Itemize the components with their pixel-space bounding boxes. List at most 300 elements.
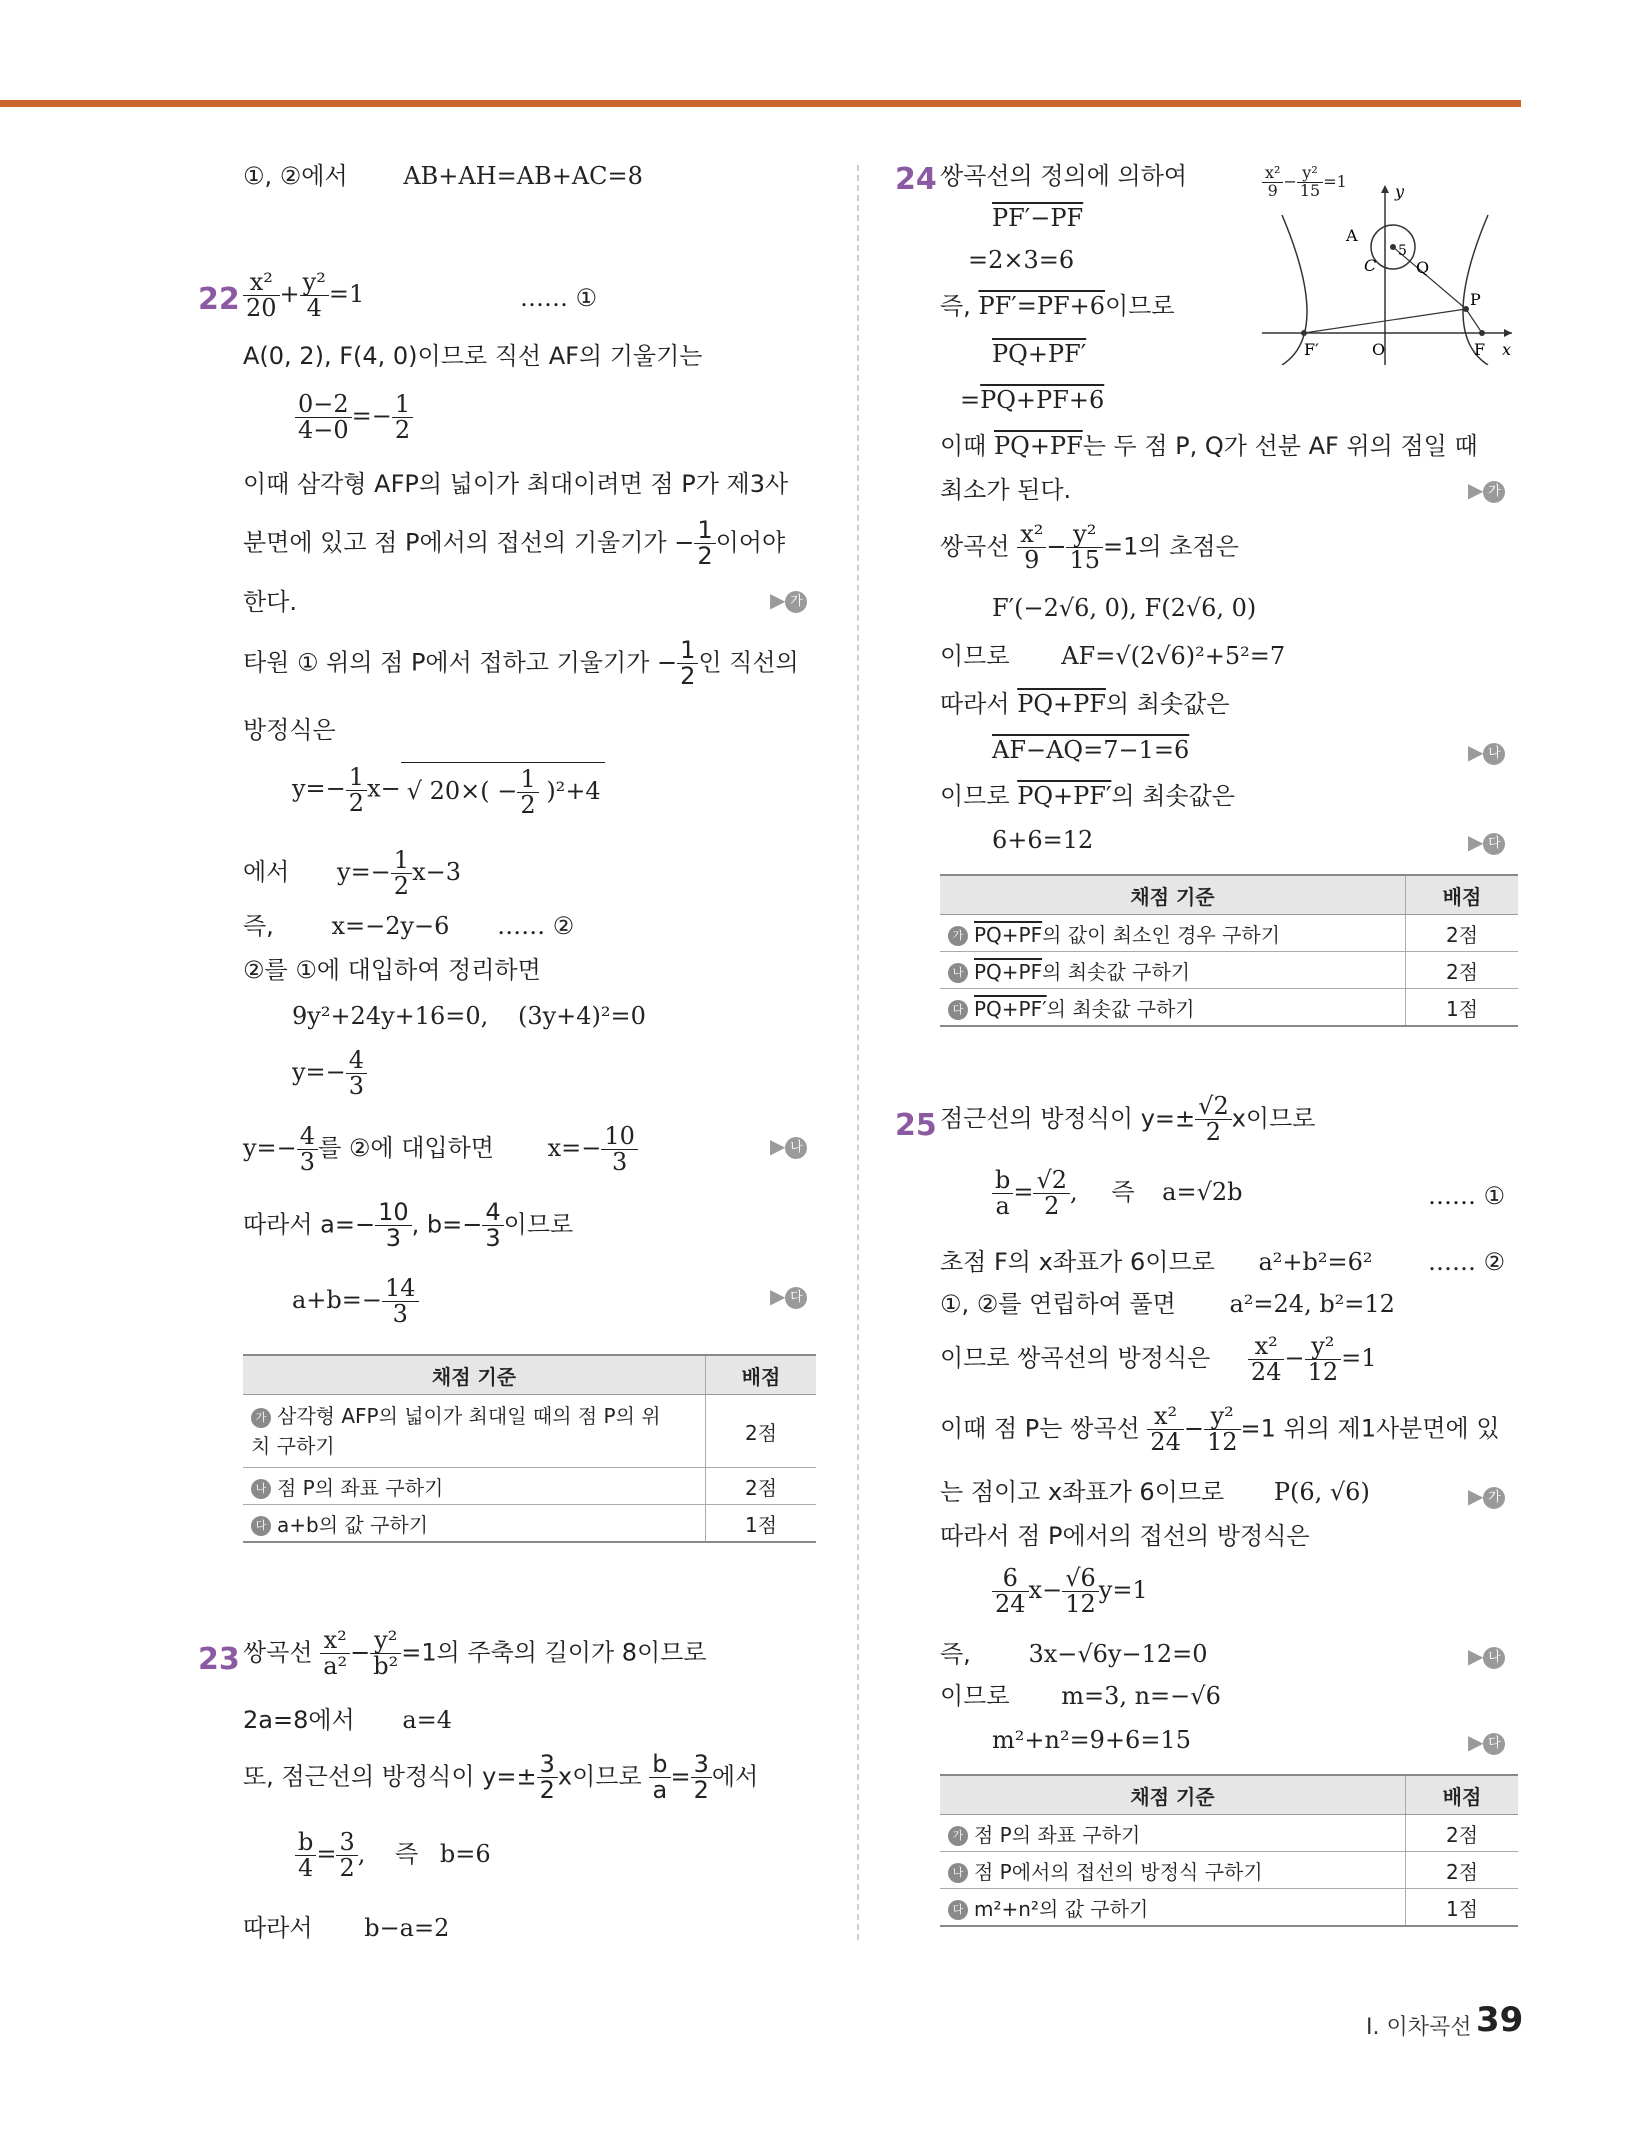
p22-line-15 [243, 1124, 638, 1175]
frac-den: 2 [394, 416, 411, 445]
text: y=− [292, 1058, 346, 1087]
text: a=√2b [1162, 1178, 1243, 1207]
text: y=− [337, 858, 391, 887]
mark-circle: 다 [948, 1000, 968, 1020]
marker-circle: 나 [1483, 743, 1505, 765]
label-p: P [1470, 290, 1481, 309]
label-q: Q [1416, 258, 1430, 277]
frac [1305, 1334, 1342, 1385]
text: 쌍곡선 [940, 532, 1010, 561]
marker-circle: 다 [785, 1287, 807, 1309]
marker-circle: 다 [1483, 1733, 1505, 1755]
frac-num: 0−2 [295, 392, 352, 418]
p25-line-4 [940, 1290, 1395, 1319]
step-marker-da: ▶ 다 [1468, 1730, 1505, 1755]
text: 즉, [940, 1640, 971, 1668]
label-f: F [1474, 340, 1486, 359]
frac-den: 2 [697, 542, 713, 571]
y-label: y [1395, 182, 1405, 201]
p22-line-14 [292, 1048, 367, 1099]
p24-line-9: 쌍곡선 $\frac{\text{x²}}{9}$ − $\frac{\text{y²}}{15}$ =1의 초점은 [940, 520, 1239, 575]
frac-num: 3 [691, 1752, 712, 1778]
text: 즉 [395, 1840, 419, 1869]
text: 삼각형 AFP의 넓이가 최대일 때의 점 P의 위 [277, 1404, 661, 1428]
frac-num: √2 [1195, 1094, 1232, 1120]
label-o: O [1372, 340, 1386, 359]
frac-den: 2 [393, 872, 410, 901]
text: 점 P의 좌표 구하기 [974, 1822, 1141, 1847]
frac-den: 2 [680, 662, 696, 691]
text: 따라서 [940, 690, 1018, 718]
table-row [940, 1889, 1518, 1927]
frac [649, 1752, 670, 1803]
criteria-cell [940, 989, 1406, 1027]
x-label: x [1502, 340, 1512, 359]
intro-line [243, 162, 643, 191]
intro-label: ①, ②에서 [243, 162, 348, 190]
text: 의 값이 최소인 경우 구하기 [1042, 922, 1281, 947]
label-c: C [1364, 256, 1377, 275]
frac-den: 3 [611, 1148, 628, 1177]
frac-num: y² [300, 270, 329, 296]
text: PQ+PF [974, 922, 1043, 947]
frac-num: √2 [1033, 1168, 1070, 1194]
label-f-prime: F′ [1304, 340, 1319, 359]
frac [601, 1124, 638, 1175]
frac-num: 10 [375, 1200, 412, 1226]
criteria-cell [243, 1395, 706, 1468]
text: AF=√(2√6)²+5²=7 [1061, 642, 1286, 670]
text: 의 최솟값 구하기 [1042, 959, 1191, 984]
frac-den: 15 [1069, 546, 1101, 575]
step-marker-ga: ▶ 가 [1468, 478, 1505, 503]
text: 또, 점근선의 방정식이 y=± [243, 1762, 537, 1791]
p24-line-13: AF−AQ=7−1=6 [992, 736, 1190, 764]
text: 치 구하기 [251, 1434, 335, 1458]
points-cell: 2점 [1406, 1815, 1519, 1852]
p25-tag-1: …… ① [1428, 1182, 1506, 1210]
frac [517, 767, 538, 818]
frac [1195, 1094, 1232, 1145]
frac [537, 1752, 558, 1803]
p22-scoring-table [243, 1354, 816, 1543]
text: 는 점이고 x좌표가 6이므로 [940, 1478, 1225, 1506]
section-title: I. 이차곡선 [1366, 2015, 1472, 2040]
frac [370, 1628, 401, 1679]
segment-pf [1466, 309, 1482, 333]
text: PQ+PF′ [974, 996, 1047, 1021]
text: 를 ②에 대입하면 [318, 1134, 494, 1163]
mark-circle: 가 [948, 1826, 968, 1846]
frac [992, 1168, 1013, 1219]
frac-num: x² [243, 270, 280, 296]
frac [346, 1048, 367, 1099]
frac-num: 1 [346, 765, 367, 791]
p24-line-6 [960, 386, 1104, 415]
text: 이므로 쌍곡선의 방정식은 [940, 1344, 1211, 1373]
frac-den: 24 [995, 1590, 1026, 1619]
text: a+b=− [292, 1286, 382, 1315]
frac-den: 3 [348, 1072, 365, 1101]
frac-den: 9 [1267, 180, 1278, 200]
points-cell: 2점 [1406, 952, 1519, 989]
text: x=−2y−6 [331, 912, 450, 940]
frac-den: 24 [1250, 1358, 1282, 1387]
p22-line-8: 방정식은 [243, 716, 336, 744]
step-marker-ga: ▶ 가 [1468, 1484, 1505, 1509]
marker-circle: 나 [785, 1137, 807, 1159]
text: m=3, n=−√6 [1061, 1682, 1221, 1710]
text: =1 [1341, 1344, 1377, 1373]
criteria-cell [940, 1815, 1406, 1852]
frac [1262, 165, 1283, 200]
top-accent-bar [0, 100, 1521, 107]
marker-circle: 가 [1483, 1487, 1505, 1509]
text: 에서 [711, 1762, 759, 1791]
criteria-cell [940, 1889, 1406, 1927]
frac-den: 2 [1044, 1192, 1060, 1221]
frac-den: 12 [1307, 1358, 1339, 1387]
text: y=− [243, 1134, 297, 1163]
p24-line-7 [940, 432, 1478, 461]
frac-den: 24 [1150, 1428, 1181, 1457]
frac [295, 392, 352, 443]
text: PF′=PF+6 [978, 292, 1105, 320]
frac-num: x² [1248, 1334, 1285, 1360]
p25-line-9 [992, 1566, 1148, 1617]
frac [1248, 1334, 1285, 1385]
step-marker-ga: ▶ 가 [770, 588, 807, 613]
text: P(6, √6) [1273, 1478, 1370, 1506]
text: y=− [292, 774, 346, 803]
p24-line-4 [940, 292, 1175, 321]
text: x−3 [412, 858, 461, 887]
p25-line-8: 따라서 점 P에서의 접선의 방정식은 [940, 1522, 1310, 1550]
text: 의 최솟값은 [1111, 782, 1235, 810]
text: a²=24, b²=12 [1229, 1290, 1395, 1318]
frac-num: 4 [297, 1124, 318, 1150]
p24-line-15: 6+6=12 [992, 826, 1094, 854]
mark-circle: 나 [948, 963, 968, 983]
step-marker-na: ▶ 나 [1468, 740, 1505, 765]
table-row [243, 1505, 816, 1543]
text: …… ② [497, 912, 575, 940]
step-marker-na: ▶ 나 [1468, 1644, 1505, 1669]
p22-tag-1: …… ① [520, 284, 598, 312]
col-points: 배점 [1406, 1775, 1519, 1815]
frac-num: y² [1297, 165, 1323, 183]
p22-line-1: $\frac{\text{x²}}{20}$ + $\frac{\text{y²}}{4}$ =1 [243, 270, 364, 321]
text: 이때 점 P는 쌍곡선 [940, 1414, 1140, 1443]
text: 2a=8에서 [243, 1706, 355, 1734]
marker-circle: 가 [1483, 481, 1505, 503]
frac [482, 1200, 503, 1251]
text: ①, ②를 연립하여 풀면 [940, 1290, 1176, 1318]
step-marker-na: ▶ 나 [770, 1134, 807, 1159]
problem-23-number: 23 [198, 1642, 240, 1677]
text: 의 최솟값은 [1105, 690, 1230, 718]
text: +4 [565, 777, 601, 806]
text: PQ+PF′ [1017, 782, 1112, 810]
points-cell: 1점 [1406, 989, 1519, 1027]
column-divider [857, 165, 859, 1940]
p25-line-3 [940, 1248, 1373, 1277]
frac-den: 20 [246, 294, 277, 323]
table-header [243, 1355, 816, 1395]
frac [992, 1566, 1029, 1617]
p24-scoring-table [940, 874, 1518, 1027]
points-cell: 1점 [1406, 1889, 1519, 1927]
frac-num: 10 [601, 1124, 638, 1150]
frac-num: x² [1147, 1404, 1184, 1430]
table-row [940, 989, 1518, 1027]
frac-den: 2 [1205, 1118, 1222, 1147]
mark-circle: 다 [251, 1516, 271, 1536]
figure-equation [1262, 165, 1412, 215]
p24-line-8: 최소가 된다. [940, 476, 1072, 504]
marker-circle: 나 [1483, 1647, 1505, 1669]
text: 20× [429, 777, 481, 806]
frac-num: 14 [382, 1276, 419, 1302]
points-cell: 1점 [706, 1505, 817, 1543]
frac [1297, 165, 1323, 200]
text: 는 두 점 P, Q가 선분 AF 위의 점일 때 [1082, 432, 1478, 460]
frac [1017, 522, 1046, 573]
p25-line-12: m²+n²=9+6=15 [992, 1726, 1191, 1754]
frac-den: a [995, 1192, 1010, 1221]
text: 이어야 [715, 528, 786, 557]
frac [300, 270, 329, 321]
x-axis-arrow-icon [1504, 329, 1512, 337]
text: = [960, 386, 981, 414]
p23-line-2 [243, 1706, 452, 1735]
table-header [940, 875, 1518, 915]
text: =1의 초점은 [1103, 532, 1239, 561]
marker-circle: 다 [1483, 833, 1505, 855]
text: 이므로 [940, 782, 1018, 810]
frac-den: 4 [298, 1854, 314, 1883]
text: a+b의 값 구하기 [277, 1512, 429, 1537]
table-row [940, 1852, 1518, 1889]
text: 인 직선의 [698, 648, 799, 677]
table-row [940, 952, 1518, 989]
table-row [940, 915, 1518, 952]
table-header [940, 1775, 1518, 1815]
text: (3y+4)²=0 [517, 1002, 646, 1030]
p22-line-9 [292, 762, 605, 818]
p25-line-10 [940, 1640, 1208, 1669]
frac-num: √6 [1062, 1566, 1099, 1592]
points-cell: 2점 [1406, 915, 1519, 952]
p24-line-12 [940, 690, 1229, 719]
frac-num: 4 [346, 1048, 367, 1074]
criteria-cell [940, 915, 1406, 952]
text: m²+n²의 값 구하기 [974, 1896, 1149, 1921]
frac-num: b [295, 1830, 316, 1856]
frac-den: 4 [306, 294, 322, 323]
point-f-prime [1301, 330, 1307, 336]
step-marker-da: ▶ 다 [1468, 830, 1505, 855]
p24-line-5: PQ+PF′ [992, 340, 1087, 368]
p22-line-17 [292, 1276, 419, 1327]
text: 즉 [1111, 1178, 1135, 1207]
text: 점 P의 좌표 구하기 [277, 1475, 444, 1500]
text: 3x−√6y−12=0 [1028, 1640, 1208, 1668]
text: 의 최솟값 구하기 [1046, 996, 1195, 1021]
frac-num: 1 [517, 767, 538, 793]
text: 9y²+24y+16=0, [292, 1002, 489, 1030]
eq-tail: =1 [328, 280, 365, 309]
frac-num: 1 [677, 638, 698, 664]
p22-line-5 [243, 518, 785, 569]
p22-line-7 [243, 638, 799, 689]
frac [375, 1200, 412, 1251]
p24-line-14 [940, 782, 1235, 811]
text: y=1 [1098, 1576, 1148, 1605]
frac-num: b [649, 1752, 670, 1778]
frac-den: 3 [392, 1300, 408, 1329]
points-cell: 2점 [1406, 1852, 1519, 1889]
frac-den: a² [323, 1652, 348, 1681]
text: PQ+PF [974, 959, 1043, 984]
frac [320, 1628, 350, 1679]
frac-num: 3 [537, 1752, 558, 1778]
text: x− [367, 774, 401, 803]
text: x이므로 [557, 1762, 642, 1791]
frac-num: 6 [992, 1566, 1029, 1592]
p24-line-3: =2×3=6 [968, 246, 1075, 274]
frac [346, 762, 367, 817]
text: 따라서 a=− [243, 1210, 376, 1239]
label-5: 5 [1398, 243, 1407, 259]
mark-circle: 다 [948, 1900, 968, 1920]
point-f [1479, 330, 1485, 336]
text: b=6 [439, 1840, 491, 1869]
p22-line-16 [243, 1200, 573, 1251]
frac-den: 9 [1024, 546, 1040, 575]
frac-den: 2 [348, 788, 365, 817]
point-p [1463, 306, 1469, 312]
p25-tag-2: …… ② [1428, 1248, 1506, 1276]
text: x이므로 [1231, 1104, 1316, 1133]
criteria-cell [243, 1468, 706, 1505]
frac-num: 1 [392, 392, 413, 418]
text: 에서 [243, 858, 290, 887]
table-row [243, 1468, 816, 1505]
p23-line-5 [243, 1914, 449, 1943]
frac-den: 2 [539, 1776, 555, 1805]
frac [1147, 1404, 1184, 1455]
p22-line-11 [243, 912, 574, 941]
text: 따라서 [243, 1914, 313, 1942]
frac [1062, 1566, 1099, 1617]
criteria-cell [243, 1505, 706, 1543]
col-criteria: 채점 기준 [940, 875, 1406, 915]
frac [694, 518, 715, 569]
frac [382, 1276, 419, 1327]
criteria-cell [940, 1852, 1406, 1889]
text: 초점 F의 x좌표가 6이므로 [940, 1248, 1215, 1276]
p22-line-10 [243, 848, 461, 899]
frac [392, 392, 413, 443]
p24-line-2: PF′−PF [992, 204, 1084, 232]
p22-line-2: A(0, 2), F(4, 0)이므로 직선 AF의 기울기는 [243, 342, 703, 370]
p25-line-2: $\frac{b}{a}$ = $\frac{√2}{2}$ , 즉 a=√2b [992, 1168, 1243, 1219]
figure-equation-text: $\frac{\text{x²}}{9}$ − $\frac{\text{y²}}{15}$ =1 [1262, 165, 1412, 200]
frac [691, 1752, 712, 1803]
p22-line-4: 이때 삼각형 AFP의 넓이가 최대이려면 점 P가 제3사 [243, 470, 789, 498]
frac-den: 2 [520, 791, 536, 820]
points-cell: 2점 [706, 1395, 817, 1468]
text: 이므로 [503, 1210, 574, 1239]
text: 점 P에서의 접선의 방정식 구하기 [974, 1859, 1263, 1884]
frac [391, 848, 412, 899]
col-points: 배점 [706, 1355, 817, 1395]
text: , b=− [411, 1210, 483, 1239]
mark-circle: 가 [251, 1408, 271, 1428]
p25-line-7 [940, 1478, 1370, 1507]
problem-25-number: 25 [895, 1108, 937, 1143]
frac-den: 3 [299, 1148, 316, 1177]
text: =1의 주축의 길이가 8이므로 [401, 1638, 707, 1667]
col-criteria: 채점 기준 [243, 1355, 706, 1395]
p24-line-10: F′(−2√6, 0), F(2√6, 0) [992, 594, 1257, 622]
p24-line-11 [940, 642, 1285, 671]
frac [1033, 1168, 1070, 1219]
p24-line-1: 쌍곡선의 정의에 의하여 [940, 162, 1188, 190]
text: 즉, [243, 912, 274, 940]
table-row [940, 1815, 1518, 1852]
p25-scoring-table [940, 1774, 1518, 1927]
p25-line-5: 이므로 쌍곡선의 방정식은 $\frac{\text{x²}}{24}$ − $\frac{\text{y²}}{12}$ =1 [940, 1332, 1377, 1387]
text: 타원 ① 위의 점 P에서 접하고 기울기가 − [243, 648, 678, 677]
sqrt-radicand: √ 20×( − $\frac{1}{2}$ )²+4 [401, 762, 605, 818]
p25-line-1 [940, 1094, 1315, 1145]
p22-line-13 [292, 1002, 646, 1031]
frac-num: y² [370, 1628, 401, 1654]
col-criteria: 채점 기준 [940, 1775, 1406, 1815]
text: a=4 [402, 1706, 453, 1734]
p25-line-11 [940, 1682, 1221, 1711]
p23-line-4: $\frac{b}{4}$ = $\frac{3}{2}$ , 즉 b=6 [295, 1830, 491, 1881]
frac-den: 3 [485, 1224, 501, 1253]
frac-num: y² [1066, 522, 1103, 548]
frac-num: 3 [336, 1830, 357, 1856]
eq-tail: =− [351, 402, 392, 431]
frac [1204, 1404, 1241, 1455]
text: PQ+PF [994, 432, 1083, 460]
p22-line-6: 한다. [243, 588, 297, 616]
step-marker-da: ▶ 다 [770, 1284, 807, 1309]
p25-line-6: 이때 점 P는 쌍곡선 $\frac{\text{x²}}{24}$ − $\frac{\text{y²}}{12}$ =1 위의 제1사분면에 있 [940, 1402, 1500, 1457]
frac-num: y² [1204, 1404, 1241, 1430]
text: 이때 [940, 432, 994, 460]
mark-circle: 가 [948, 926, 968, 946]
frac-den: 12 [1206, 1428, 1238, 1457]
frac [243, 270, 280, 321]
text: 이므로 [1105, 292, 1175, 320]
frac-num: 4 [482, 1200, 503, 1226]
mark-circle: 나 [251, 1479, 271, 1499]
p23-line-1: 쌍곡선 $\frac{\text{x²}}{\text{a²}}$ − $\frac{\text{y²}}{\text{b²}}$ =1의 주축의 길이가 8이므로 [243, 1626, 707, 1681]
p22-line-3 [295, 392, 413, 443]
text: 즉, [940, 292, 979, 320]
frac [1066, 522, 1103, 573]
frac [297, 1124, 318, 1175]
text: x− [1028, 1576, 1063, 1605]
frac-num: 1 [694, 518, 715, 544]
p23-line-3: 또, 점근선의 방정식이 y=± $\frac{3}{2}$ x이므로 $\frac{b}{a}$ = $\frac{3}{2}$ 에서 [243, 1750, 759, 1805]
